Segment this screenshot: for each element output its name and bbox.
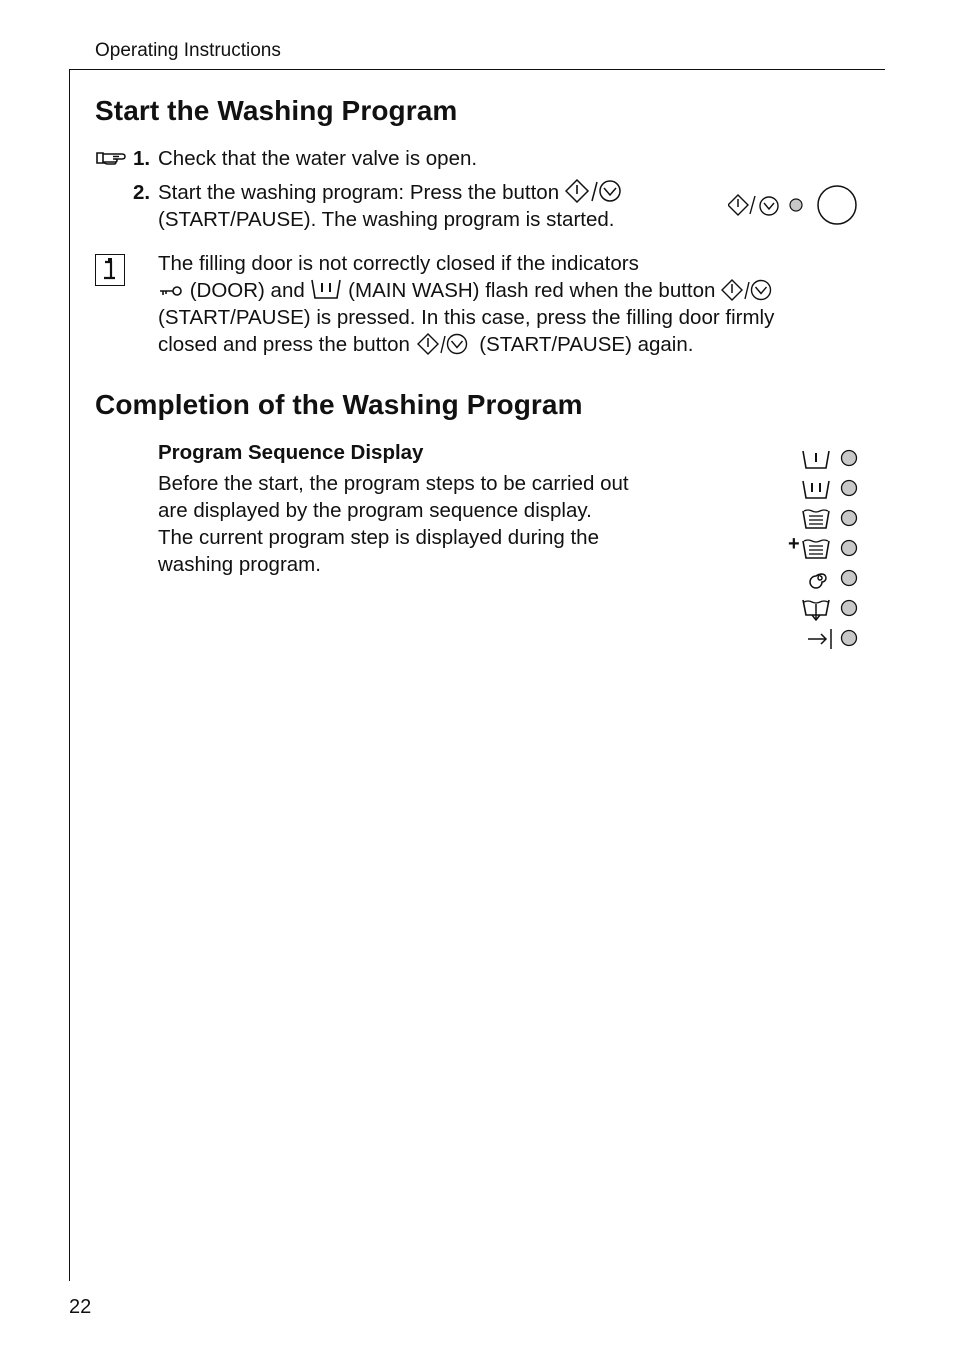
start-pause-icon bbox=[565, 181, 623, 204]
indicator-led bbox=[839, 568, 859, 588]
indicator-led bbox=[839, 448, 859, 468]
main-wash-icon bbox=[800, 478, 834, 500]
info-note bbox=[158, 250, 818, 358]
section-title-completion: Completion of the Washing Program bbox=[95, 389, 583, 420]
step-2-continued: (START/PAUSE). The washing program is started. bbox=[158, 208, 615, 231]
info-line bbox=[158, 331, 818, 358]
step-2 bbox=[133, 179, 623, 206]
prewash-icon bbox=[800, 448, 834, 470]
subheading-program-sequence: Program Sequence Display bbox=[158, 441, 424, 464]
info-text: (MAIN WASH) flash red when the button bbox=[348, 279, 716, 302]
description-line: Before the start, the program steps to be carried out bbox=[158, 472, 629, 495]
sequence-row-main-wash bbox=[786, 476, 906, 500]
info-text: (START/PAUSE) again. bbox=[479, 333, 694, 356]
spin-icon bbox=[808, 566, 832, 590]
indicator-led bbox=[839, 538, 859, 558]
rinse-icon bbox=[800, 508, 834, 530]
margin-rule bbox=[69, 69, 70, 1281]
sequence-row-end bbox=[786, 626, 906, 650]
step-number: 1. bbox=[133, 147, 151, 170]
program-sequence-display bbox=[786, 446, 866, 656]
sequence-row-rinse bbox=[786, 506, 906, 530]
description-line: The current program step is displayed during the bbox=[158, 526, 599, 549]
extra-rinse-icon bbox=[800, 538, 834, 560]
info-line: The filling door is not correctly closed if the indicators bbox=[158, 252, 639, 275]
program-sequence-description bbox=[158, 470, 698, 578]
info-line: (START/PAUSE) is pressed. In this case, press the filling door firmly bbox=[158, 306, 775, 329]
pointing-hand-icon bbox=[95, 148, 127, 173]
sequence-row-prewash bbox=[786, 446, 906, 470]
indicator-led bbox=[839, 598, 859, 618]
description-line: are displayed by the program sequence display. bbox=[158, 499, 592, 522]
step-text: Check that the water valve is open. bbox=[158, 147, 478, 170]
description-line: washing program. bbox=[158, 553, 321, 576]
end-icon bbox=[806, 628, 834, 650]
sequence-row-drain bbox=[786, 596, 906, 620]
indicator-led bbox=[839, 628, 859, 648]
info-line bbox=[158, 277, 818, 304]
section-title-start: Start the Washing Program bbox=[95, 95, 458, 126]
drain-icon bbox=[800, 597, 834, 621]
start-pause-icon bbox=[721, 279, 773, 302]
header-rule bbox=[69, 69, 885, 70]
plus-sign: + bbox=[788, 533, 800, 555]
info-text: closed and press the button bbox=[158, 333, 410, 356]
step-number: 2. bbox=[133, 181, 151, 204]
sequence-row-spin bbox=[786, 566, 906, 590]
main-wash-icon bbox=[310, 279, 348, 302]
info-icon bbox=[95, 254, 125, 286]
info-text: (DOOR) and bbox=[189, 279, 305, 302]
page-number: 22 bbox=[69, 1296, 92, 1318]
start-pause-icon bbox=[416, 333, 480, 356]
door-key-icon bbox=[158, 279, 190, 302]
step-1 bbox=[133, 145, 478, 172]
indicator-led bbox=[839, 508, 859, 528]
indicator-led bbox=[839, 478, 859, 498]
step-text: Start the washing program: Press the button bbox=[158, 181, 560, 204]
running-head: Operating Instructions bbox=[95, 40, 281, 61]
start-pause-panel bbox=[728, 185, 860, 232]
sequence-row-extra-rinse bbox=[786, 533, 906, 560]
start-pause-button-illustration bbox=[728, 185, 860, 227]
